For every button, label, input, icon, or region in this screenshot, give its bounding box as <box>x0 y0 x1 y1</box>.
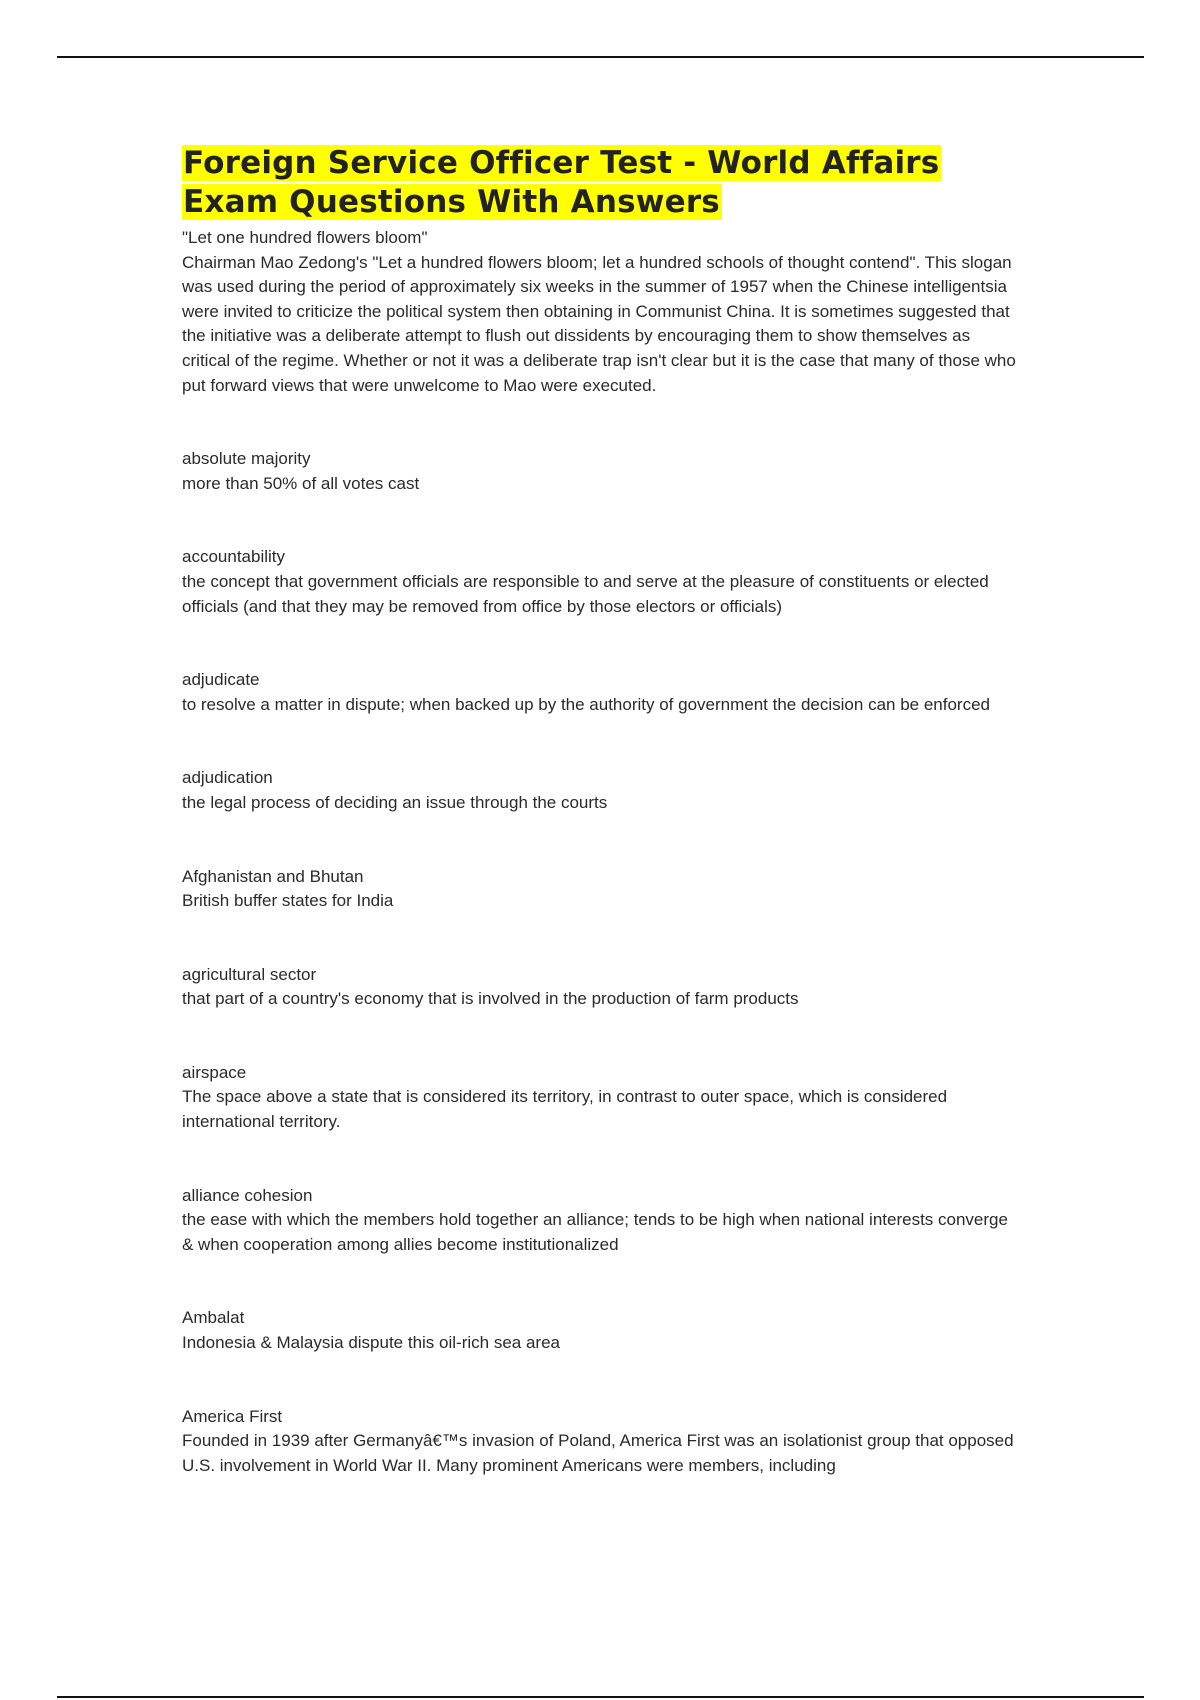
entry-term: absolute majority <box>182 449 311 469</box>
entry-term: "Let one hundred flowers bloom" <box>182 228 428 247</box>
title-highlight: Foreign Service Officer Test - World Affairs Exam Questions With Answers <box>183 145 940 220</box>
bottom-rule <box>57 1696 1144 1698</box>
entry-term: Afghanistan and Bhutan <box>182 866 364 886</box>
flashcard-entry <box>182 226 1022 398</box>
entry-definition: Founded in 1939 after Germanyâ€™s invasion of Poland, America First was an isolationist group that opposed U.S. involvement in World War II. Many prominent Americans were members, including <box>182 1431 1014 1475</box>
entry-definition: more than 50% of all votes cast <box>182 473 420 493</box>
flashcard-entry <box>182 545 1022 619</box>
entry-term: airspace <box>182 1062 247 1082</box>
flashcard-entry <box>182 963 1022 1012</box>
entry-term: adjudicate <box>182 670 260 690</box>
flashcard-entry <box>182 1184 1022 1258</box>
entry-definition: to resolve a matter in dispute; when backed up by the authority of government the decision can be enforced <box>182 694 990 714</box>
flashcard-entry <box>182 447 1022 496</box>
entry-definition: Chairman Mao Zedong's "Let a hundred flowers bloom; let a hundred schools of thought contend". This slogan was used during the period of approximately six weeks in the summer of 1957 when the Chinese intelligentsia were invited to criticize the political system then obtaining in Communist China. It is sometimes suggested that the initiative was a deliberate attempt to flush out dissidents by encouraging them to show themselves as critical of the regime. Whether or not it was a deliberate trap isn't clear but it is the case that many of those who put forward views that were unwelcome to Mao were executed. <box>182 252 1016 395</box>
entry-term: agricultural sector <box>182 964 317 984</box>
flashcard-entry <box>182 1306 1022 1355</box>
top-rule <box>57 56 1144 58</box>
entry-definition: British buffer states for India <box>182 891 394 911</box>
entry-term: America First <box>182 1406 283 1426</box>
entry-term: alliance cohesion <box>182 1185 313 1205</box>
flashcard-entry <box>182 865 1022 914</box>
entry-definition: The space above a state that is considered its territory, in contrast to outer space, which is considered international territory. <box>182 1087 948 1132</box>
flashcard-entry <box>182 668 1022 717</box>
entry-definition: the concept that government officials are responsible to and serve at the pleasure of constituents or elected officials (and that they may be removed from office by those electors or officials) <box>182 571 989 616</box>
document-title <box>182 144 1022 222</box>
document-body <box>182 144 1022 1478</box>
entry-definition: that part of a country's economy that is involved in the production of farm products <box>182 989 799 1009</box>
entry-term: Ambalat <box>182 1308 245 1328</box>
entry-definition: Indonesia & Malaysia dispute this oil-rich sea area <box>182 1333 560 1353</box>
entry-term: adjudication <box>182 768 273 788</box>
entry-definition: the legal process of deciding an issue through the courts <box>182 792 608 812</box>
flashcard-entry <box>182 1405 1022 1479</box>
entry-term: accountability <box>182 547 286 567</box>
flashcard-entry <box>182 766 1022 815</box>
entry-definition: the ease with which the members hold together an alliance; tends to be high when national interests converge & when cooperation among allies become institutionalized <box>182 1210 1008 1254</box>
flashcard-entry <box>182 1061 1022 1135</box>
